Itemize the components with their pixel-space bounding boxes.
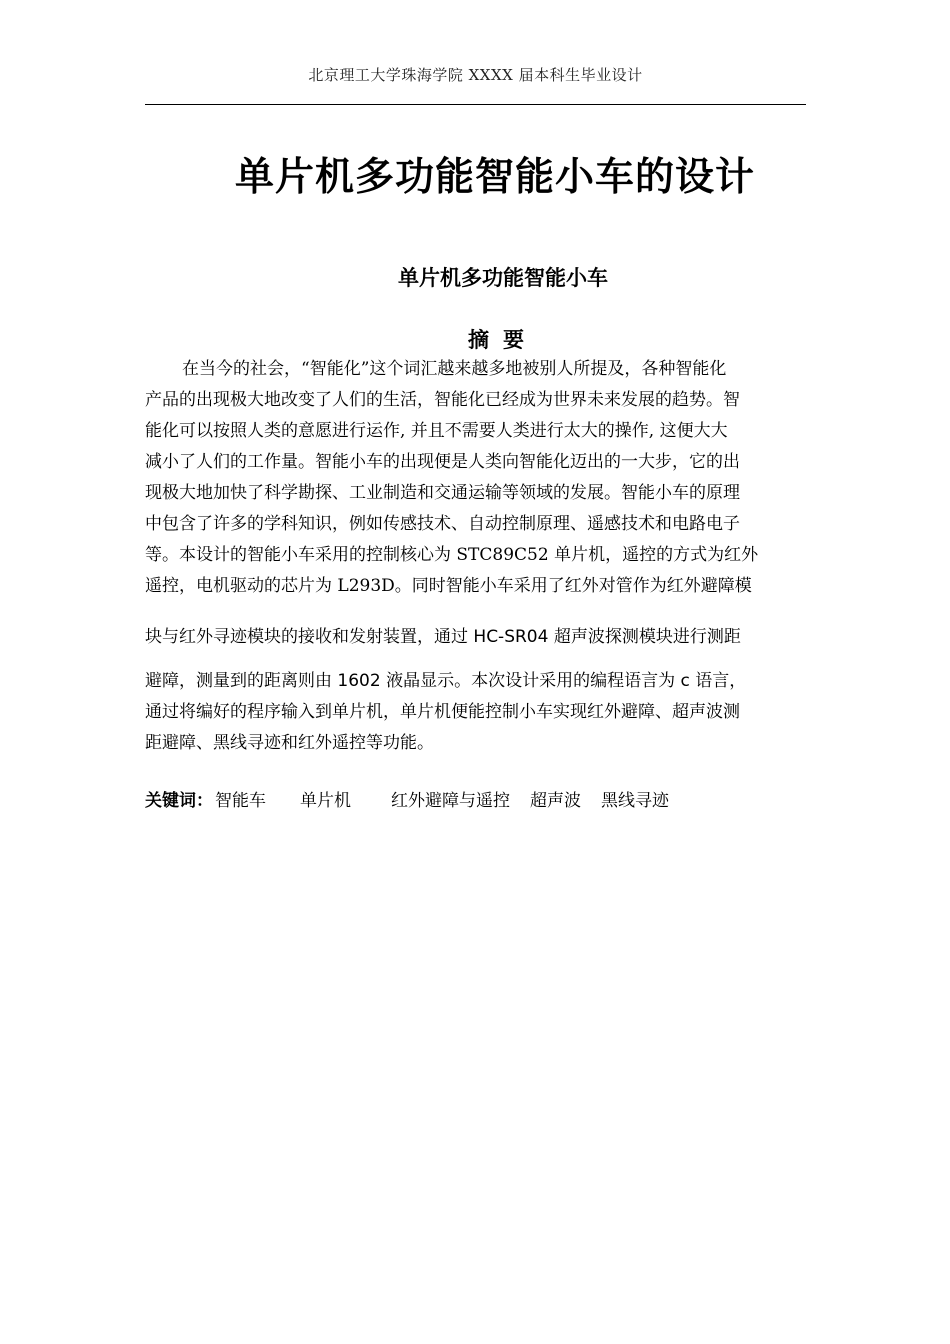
abstract-body-continued-2 [145,666,810,759]
abstract-line: 中包含了许多的学科知识，例如传感技术、自动控制原理、遥感技术和电路电子 [145,514,740,534]
keyword-item: 红外避障与遥控 [391,791,510,811]
abstract-heading: 摘要 [468,328,538,352]
abstract-line: 产品的出现极大地改变了人们的生活，智能化已经成为世界未来发展的趋势。智 [145,390,740,410]
abstract-line: 能化可以按照人类的意愿进行运作, 并且不需要人类进行太大的操作, 这便大大 [145,421,728,441]
keyword-item: 智能车 [215,791,266,811]
abstract-line [145,666,810,697]
abstract-line: 距避障、黑线寻迹和红外遥控等功能。 [145,733,434,753]
lcd-model: 1602 [337,671,381,691]
abstract-line: 通过将编好的程序输入到单片机，单片机便能控制小车实现红外避障、超声波测 [145,702,740,722]
keywords-label: 关键词： [145,791,213,811]
running-header: 北京理工大学珠海学院 XXXX 届本科生毕业设计 [308,66,643,84]
abstract-body [145,354,810,602]
abstract-line: 等。本设计的智能小车采用的控制核心为 STC89C52 单片机，遥控的方式为红外 [145,545,759,565]
abstract-text: 避障，测量到的距离则由 [145,671,338,691]
abstract-line: 现极大地加快了科学勘探、工业制造和交通运输等领域的发展。智能小车的原理 [145,483,740,503]
keyword-item: 黑线寻迹 [601,791,669,811]
abstract-line: 遥控，电机驱动的芯片为 L293D。同时智能小车采用了红外对管作为红外避障模 [145,576,752,596]
abstract-text: 语言， [689,671,747,691]
abstract-text: 块与红外寻迹模块的接收和发射装置，通过 [145,627,474,647]
abstract-text: 液晶显示。本次设计采用的编程语言为 [380,671,681,691]
abstract-body-continued [145,622,810,653]
header-rule [145,104,806,105]
keyword-item: 单片机 [300,791,351,811]
language-name: c [680,671,690,691]
thesis-subtitle: 单片机多功能智能小车 [398,266,608,290]
sensor-module-name: HC-SR04 超声波探测模块 [473,627,673,647]
thesis-title: 单片机多功能智能小车的设计 [234,155,755,200]
abstract-line: 减小了人们的工作量。智能小车的出现便是人类向智能化迈出的一大步，它的出 [145,452,740,472]
keyword-item: 超声波 [530,791,581,811]
abstract-text: 进行测距 [672,627,741,647]
keywords [145,786,669,811]
abstract-line [145,622,810,653]
abstract-line: 在当今的社会，“智能化”这个词汇越来越多地被别人所提及，各种智能化 [182,359,727,379]
